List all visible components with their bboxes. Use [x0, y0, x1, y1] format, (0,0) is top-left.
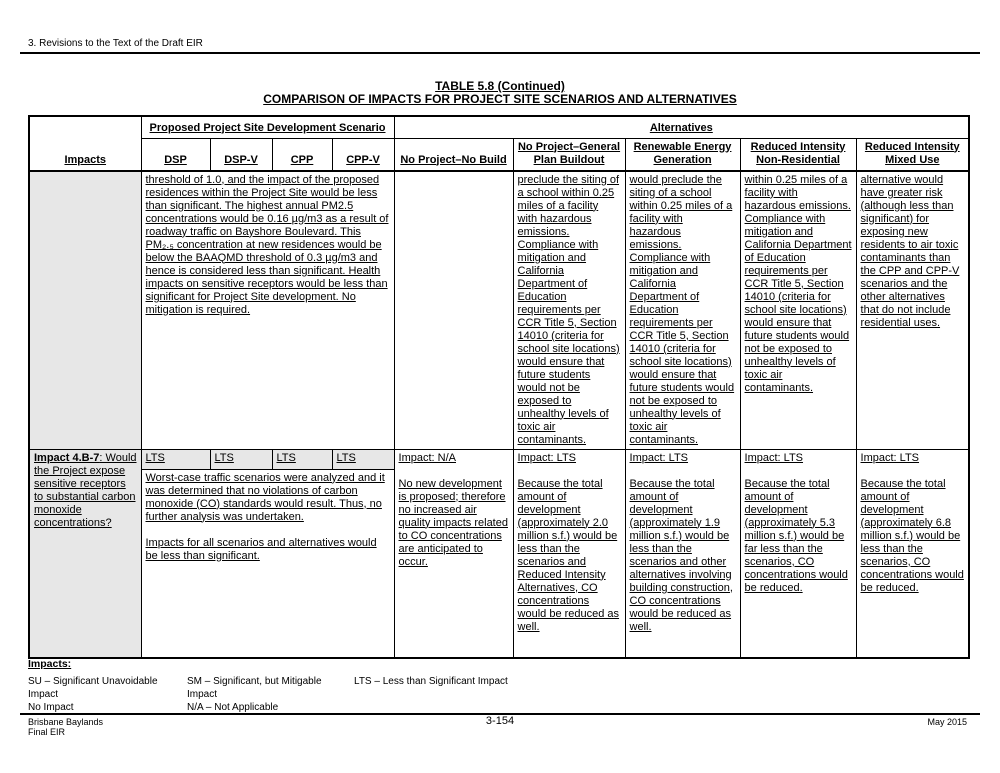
col-header-dsp-v: DSP-V	[210, 138, 272, 171]
table-title	[0, 80, 1000, 106]
col-header-cpp-v: CPP-V	[332, 138, 394, 171]
legend-row-1	[28, 675, 508, 701]
column-header-row	[29, 138, 969, 171]
cell-4b7-lts-cpp: LTS	[272, 449, 332, 469]
group-header-alternatives: Alternatives	[394, 116, 969, 138]
cell-continued-reduced-mixed: alternative would have greater risk (although less than significant) for exposing new residents to air toxic contaminants than the CPP and CPP-V scenarios and the other alternatives that do not include residential uses.	[856, 171, 969, 450]
row-continued-impact	[29, 171, 969, 450]
cell-4b7-impact-label: Impact 4.B-7: Would the Project expose sensitive receptors to substantial carbon monoxide concentrations?	[29, 449, 141, 658]
legend-na: N/A – Not Applicable	[187, 702, 279, 713]
col-header-dsp: DSP	[141, 138, 210, 171]
cell-4b7-lts-cpp-v: LTS	[332, 449, 394, 469]
col-header-cpp: CPP	[272, 138, 332, 171]
legend-lts: LTS – Less than Significant Impact	[354, 676, 508, 687]
cell-4b7-reduced-mixed: Impact: LTS Because the total amount of development (approximately 6.8 million s.f.) would be less than the scenarios, CO concentrations would be reduced.	[856, 449, 969, 658]
cell-4b7-reduced-nonres: Impact: LTS Because the total amount of development (approximately 5.3 million s.f.) would be far less than the scenarios, CO concentrations would be reduced.	[740, 449, 856, 658]
col-header-reduced-nonres: Reduced Intensity Non-Residential	[740, 138, 856, 171]
footer-doc-name: Final EIR	[28, 727, 66, 737]
cell-continued-impact-label	[29, 171, 141, 450]
col-header-renewable: Renewable Energy Generation	[625, 138, 740, 171]
cell-4b7-lts-dsp: LTS	[141, 449, 210, 469]
legend-title: Impacts:	[28, 658, 72, 670]
cell-4b7-gp-buildout: Impact: LTS Because the total amount of development (approximately 2.0 million s.f.) would be less than the scenarios and Reduced Intensity Alternatives, CO concentrations would be reduced as well.	[513, 449, 625, 658]
legend-su: SU – Significant Unavoidable Impact	[28, 676, 158, 700]
col-header-no-build: No Project–No Build	[394, 138, 513, 171]
footer-date: May 2015	[927, 717, 967, 727]
cell-4b7-no-build: Impact: N/A No new development is proposed; therefore no increased air quality impacts related to CO concentrations are anticipated to occur.	[394, 449, 513, 658]
footer-project-name: Brisbane Baylands	[28, 717, 104, 727]
group-header-scenarios: Proposed Project Site Development Scenario	[141, 116, 394, 138]
legend-sm: SM – Significant, but Mitigable Impact	[187, 676, 322, 700]
cell-4b7-renewable: Impact: LTS Because the total amount of development (approximately 1.9 million s.f.) would be less than the scenarios and other alternatives involving building construction, CO concentrations would be reduced as well.	[625, 449, 740, 658]
cell-continued-scenarios: threshold of 1.0, and the impact of the proposed residences within the Project Site would be less than significant. The highest annual PM2.5 concentrations would be 0.16 µg/m3 as a result of roadway traffic on Bayshore Boulevard. This PM₂.₅ concentration at new residences would be below the BAAQMD threshold of 0.3 µg/m3 and hence is considered less than significant. Health impacts on sensitive receptors would be less than significant for Project Site development. No mitigation is required.	[141, 171, 394, 450]
table-title-line2: COMPARISON OF IMPACTS FOR PROJECT SITE SCENARIOS AND ALTERNATIVES	[263, 92, 737, 106]
header-rule	[20, 52, 980, 54]
col-header-gp-buildout: No Project–General Plan Buildout	[513, 138, 625, 171]
row-4b7-rating-strip	[29, 449, 969, 469]
cell-4b7-scenarios: Worst-case traffic scenarios were analyzed and it was determined that no violations of carbon monoxide (CO) standards would result. Thus, no further analysis was undertaken. Impacts for all scenarios and alternatives would be less than significant.	[141, 469, 394, 658]
col-header-impacts: Impacts	[29, 116, 141, 171]
cell-continued-gp-buildout: preclude the siting of a school within 0.25 miles of a facility with hazardous emissions. Compliance with mitigation and California Department of Education requirements per CCR Title 5, Section 14010 (criteria for school site locations) would ensure that future students would not be exposed to unhealthy levels of toxic air contaminants.	[513, 171, 625, 450]
col-header-reduced-mixed: Reduced Intensity Mixed Use	[856, 138, 969, 171]
table-title-line1: TABLE 5.8 (Continued)	[435, 79, 565, 93]
cell-continued-no-build	[394, 171, 513, 450]
cell-continued-reduced-nonres: within 0.25 miles of a facility with hazardous emissions. Compliance with mitigation and California Department of Education requirements per CCR Title 5, Section 14010 (criteria for school site locations) would ensure that future students would not be exposed to unhealthy levels of toxic air contaminants.	[740, 171, 856, 450]
page-number: 3-154	[485, 715, 515, 727]
running-header: 3. Revisions to the Text of the Draft EIR	[28, 38, 203, 49]
cell-continued-renewable: would preclude the siting of a school within 0.25 miles of a facility with hazardous emissions. Compliance with mitigation and California Department of Education requirements per CCR Title 5, Section 14010 (criteria for school site locations) would ensure that future students would not be exposed to unhealthy levels of toxic air contaminants.	[625, 171, 740, 450]
legend-no-impact: No Impact	[28, 702, 74, 713]
impacts-comparison-table	[28, 115, 970, 659]
group-header-row	[29, 116, 969, 138]
impacts-legend	[28, 658, 508, 714]
cell-4b7-lts-dsp-v: LTS	[210, 449, 272, 469]
